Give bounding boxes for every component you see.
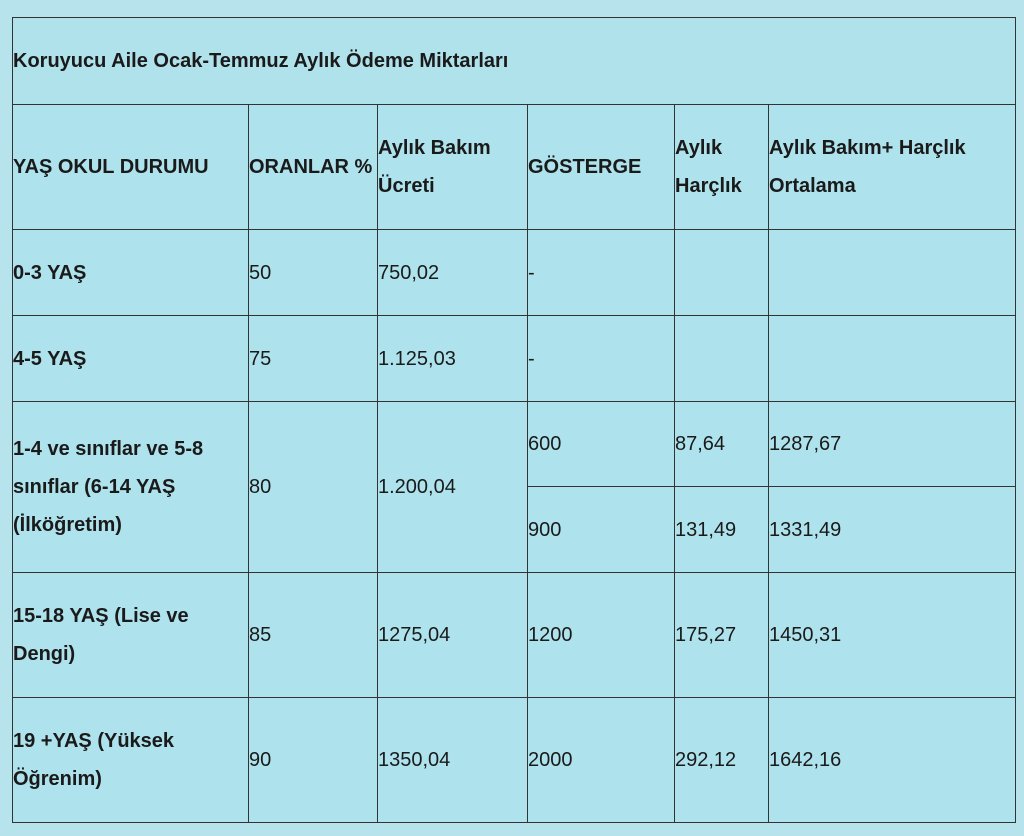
header-care-plus-allowance: Aylık Bakım+ Harçlık Ortalama	[769, 105, 1016, 230]
allowance-cell: 175,27	[675, 573, 769, 698]
indicator-cell: 1200	[528, 573, 675, 698]
total-cell	[769, 230, 1016, 316]
allowance-cell	[675, 230, 769, 316]
payment-table-container	[12, 17, 1015, 823]
allowance-cell: 292,12	[675, 698, 769, 823]
care-fee-cell: 1275,04	[378, 573, 528, 698]
age-cell: 0-3 YAŞ	[13, 230, 249, 316]
header-age-school: YAŞ OKUL DURUMU	[13, 105, 249, 230]
table-row	[13, 402, 1016, 487]
table-row	[13, 316, 1016, 402]
table-title: Koruyucu Aile Ocak-Temmuz Aylık Ödeme Miktarları	[13, 18, 1016, 105]
allowance-cell	[675, 316, 769, 402]
age-cell: 15-18 YAŞ (Lise ve Dengi)	[13, 573, 249, 698]
indicator-cell: 600	[528, 402, 675, 487]
rate-cell: 85	[249, 573, 378, 698]
indicator-cell: 2000	[528, 698, 675, 823]
table-row	[13, 230, 1016, 316]
table-row	[13, 698, 1016, 823]
total-cell: 1450,31	[769, 573, 1016, 698]
header-allowance: Aylık Harçlık	[675, 105, 769, 230]
allowance-cell: 131,49	[675, 487, 769, 573]
total-cell: 1331,49	[769, 487, 1016, 573]
header-rates: ORANLAR %	[249, 105, 378, 230]
total-cell: 1642,16	[769, 698, 1016, 823]
age-cell: 1-4 ve sınıflar ve 5-8 sınıflar (6-14 YAŞ (İlköğretim)	[13, 402, 249, 573]
age-cell: 4-5 YAŞ	[13, 316, 249, 402]
header-care-fee: Aylık Bakım Ücreti	[378, 105, 528, 230]
indicator-cell: -	[528, 316, 675, 402]
total-cell: 1287,67	[769, 402, 1016, 487]
care-fee-cell: 750,02	[378, 230, 528, 316]
rate-cell: 80	[249, 402, 378, 573]
indicator-cell: -	[528, 230, 675, 316]
allowance-cell: 87,64	[675, 402, 769, 487]
rate-cell: 75	[249, 316, 378, 402]
total-cell	[769, 316, 1016, 402]
care-fee-cell: 1350,04	[378, 698, 528, 823]
payment-table	[12, 17, 1016, 823]
age-cell: 19 +YAŞ (Yüksek Öğrenim)	[13, 698, 249, 823]
care-fee-cell: 1.200,04	[378, 402, 528, 573]
rate-cell: 50	[249, 230, 378, 316]
indicator-cell: 900	[528, 487, 675, 573]
table-row	[13, 573, 1016, 698]
rate-cell: 90	[249, 698, 378, 823]
care-fee-cell: 1.125,03	[378, 316, 528, 402]
header-indicator: GÖSTERGE	[528, 105, 675, 230]
